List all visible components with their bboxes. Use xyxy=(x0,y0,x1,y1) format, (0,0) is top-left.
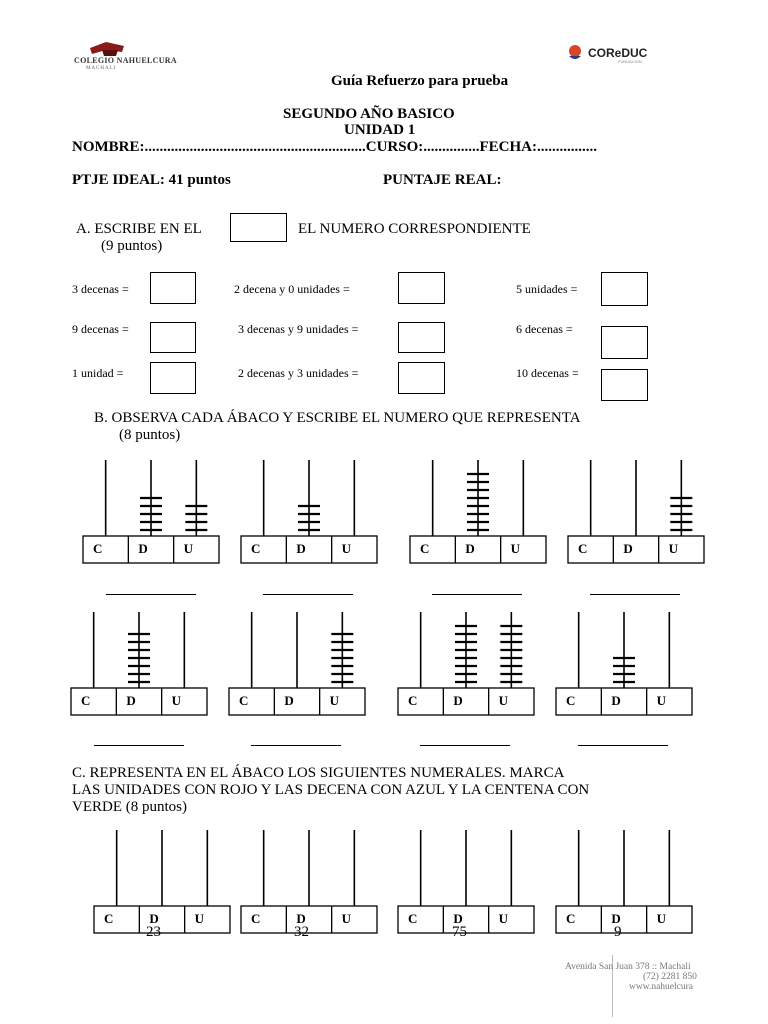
footer-address: Avenida San Juan 378 :: Machalí xyxy=(565,962,691,972)
abacus-label-u: U xyxy=(341,911,352,926)
abacus-label-d: D xyxy=(138,541,148,556)
section-c-title-line3: VERDE (8 puntos) xyxy=(72,799,187,815)
abacus-label-d: D xyxy=(611,693,621,708)
ideal-score: PTJE IDEAL: 41 puntos xyxy=(72,172,231,188)
abacus-figure xyxy=(555,612,693,717)
abacus-base xyxy=(568,536,704,563)
abacus-label-d: D xyxy=(465,541,475,556)
abacus-label-c: C xyxy=(578,541,588,556)
abacus-b7 xyxy=(397,612,535,717)
grade-subtitle: SEGUNDO AÑO BASICO xyxy=(283,106,455,122)
abacus-figure xyxy=(397,830,535,935)
abacus-label-d: D xyxy=(126,693,136,708)
abacus-label-c: C xyxy=(566,693,576,708)
answer-line-b1[interactable] xyxy=(106,594,196,595)
abacus-base xyxy=(410,536,546,563)
school-logo-sub: MACHALI xyxy=(86,66,117,71)
abacus-label-c: C xyxy=(408,911,418,926)
abacus-label-c: C xyxy=(251,911,261,926)
section-b-title: B. OBSERVA CADA ÁBACO Y ESCRIBE EL NUMERO QUE REPRESENTA xyxy=(94,410,581,426)
item-a7: 1 unidad = xyxy=(72,366,124,380)
numeral-c3: 75 xyxy=(452,924,467,940)
section-a-prefix: A. ESCRIBE EN EL xyxy=(76,221,202,237)
numeral-c4: 9 xyxy=(614,924,622,940)
abacus-base xyxy=(241,536,377,563)
item-a5: 3 decenas y 9 unidades = xyxy=(238,322,359,336)
school-logo-text: COLEGIO NAHUELCURA xyxy=(74,56,177,65)
abacus-label-d: D xyxy=(453,693,463,708)
item-a9: 10 decenas = xyxy=(516,366,579,380)
abacus-c2[interactable] xyxy=(240,830,378,935)
abacus-label-u: U xyxy=(498,693,509,708)
abacus-figure xyxy=(240,460,378,565)
brand-logo xyxy=(566,44,676,66)
abacus-label-u: U xyxy=(194,911,205,926)
abacus-b8 xyxy=(555,612,693,717)
abacus-label-c: C xyxy=(408,693,418,708)
abacus-label-d: D xyxy=(611,911,621,926)
abacus-figure xyxy=(70,612,208,717)
section-c-title-line2: LAS UNIDADES CON ROJO Y LAS DECENA CON AZUL Y LA CENTENA CON xyxy=(72,782,590,798)
abacus-b2 xyxy=(240,460,378,565)
answer-line-b8[interactable] xyxy=(578,745,668,746)
item-a8: 2 decenas y 3 unidades = xyxy=(238,366,359,380)
answer-line-b4[interactable] xyxy=(590,594,680,595)
abacus-figure xyxy=(409,460,547,565)
abacus-label-c: C xyxy=(81,693,91,708)
abacus-figure xyxy=(240,830,378,935)
student-info-line: NOMBRE:...........................................................CURSO:...............FECHA:................ xyxy=(72,139,597,155)
answer-line-b7[interactable] xyxy=(420,745,510,746)
abacus-base xyxy=(71,688,207,715)
answer-box-a1[interactable] xyxy=(150,272,196,304)
abacus-base xyxy=(556,688,692,715)
abacus-figure xyxy=(555,830,693,935)
abacus-b3 xyxy=(409,460,547,565)
abacus-label-c: C xyxy=(93,541,103,556)
item-a2: 2 decena y 0 unidades = xyxy=(234,282,350,296)
answer-box-a3[interactable] xyxy=(601,272,648,306)
abacus-label-c: C xyxy=(104,911,114,926)
abacus-c1[interactable] xyxy=(93,830,231,935)
abacus-figure xyxy=(397,612,535,717)
abacus-label-u: U xyxy=(183,541,194,556)
abacus-figure xyxy=(82,460,220,565)
abacus-label-c: C xyxy=(420,541,430,556)
abacus-label-u: U xyxy=(329,693,340,708)
item-a6: 6 decenas = xyxy=(516,322,573,336)
brand-logo-sub: FUNDACION xyxy=(618,59,642,64)
item-a4: 9 decenas = xyxy=(72,322,129,336)
abacus-label-c: C xyxy=(251,541,261,556)
abacus-label-d: D xyxy=(284,693,294,708)
abacus-b6 xyxy=(228,612,366,717)
footer-website[interactable]: www.nahuelcura xyxy=(629,982,694,992)
unit-subtitle: UNIDAD 1 xyxy=(344,122,416,138)
page-title: Guía Refuerzo para prueba xyxy=(331,73,509,89)
section-b-points: (8 puntos) xyxy=(119,427,181,443)
answer-line-b3[interactable] xyxy=(432,594,522,595)
answer-box-a6[interactable] xyxy=(601,326,648,359)
abacus-label-u: U xyxy=(498,911,509,926)
abacus-label-d: D xyxy=(453,911,463,926)
section-a-suffix: EL NUMERO CORRESPONDIENTE xyxy=(298,221,531,237)
answer-box-a8[interactable] xyxy=(398,362,445,394)
answer-line-b6[interactable] xyxy=(251,745,341,746)
section-a-points: (9 puntos) xyxy=(101,238,163,254)
abacus-label-u: U xyxy=(656,911,667,926)
answer-box-a2[interactable] xyxy=(398,272,445,304)
abacus-label-d: D xyxy=(623,541,633,556)
abacus-c3[interactable] xyxy=(397,830,535,935)
answer-box-a4[interactable] xyxy=(150,322,196,353)
numeral-c1: 23 xyxy=(146,924,161,940)
abacus-label-d: D xyxy=(149,911,159,926)
abacus-c4[interactable] xyxy=(555,830,693,935)
abacus-b4 xyxy=(567,460,705,565)
item-a1: 3 decenas = xyxy=(72,282,129,296)
footer-phone: (72) 2281 850 xyxy=(643,972,697,982)
abacus-label-u: U xyxy=(656,693,667,708)
abacus-label-c: C xyxy=(566,911,576,926)
answer-line-b5[interactable] xyxy=(94,745,184,746)
item-a3: 5 unidades = xyxy=(516,282,578,296)
abacus-base xyxy=(398,688,534,715)
answer-line-b2[interactable] xyxy=(263,594,353,595)
abacus-label-d: D xyxy=(296,541,306,556)
answer-box-a5[interactable] xyxy=(398,322,445,353)
answer-box-a9[interactable] xyxy=(601,369,648,401)
abacus-label-c: C xyxy=(239,693,249,708)
abacus-base xyxy=(83,536,219,563)
coreduc-logo-icon xyxy=(566,44,584,62)
section-c-title-line1: C. REPRESENTA EN EL ÁBACO LOS SIGUIENTES NUMERALES. MARCA xyxy=(72,765,565,781)
abacus-figure xyxy=(93,830,231,935)
abacus-base xyxy=(229,688,365,715)
real-score: PUNTAJE REAL: xyxy=(383,172,502,188)
abacus-base xyxy=(94,906,230,933)
abacus-figure xyxy=(567,460,705,565)
abacus-label-u: U xyxy=(668,541,679,556)
abacus-label-u: U xyxy=(510,541,521,556)
abacus-figure xyxy=(228,612,366,717)
school-logo xyxy=(72,38,177,74)
abacus-label-u: U xyxy=(341,541,352,556)
abacus-base xyxy=(556,906,692,933)
example-answer-box xyxy=(230,213,287,242)
brand-logo-text: COReDUC xyxy=(588,46,648,60)
abacus-b5 xyxy=(70,612,208,717)
abacus-label-d: D xyxy=(296,911,306,926)
abacus-label-u: U xyxy=(171,693,182,708)
answer-box-a7[interactable] xyxy=(150,362,196,394)
abacus-base xyxy=(241,906,377,933)
abacus-b1 xyxy=(82,460,220,565)
numeral-c2: 32 xyxy=(294,924,309,940)
